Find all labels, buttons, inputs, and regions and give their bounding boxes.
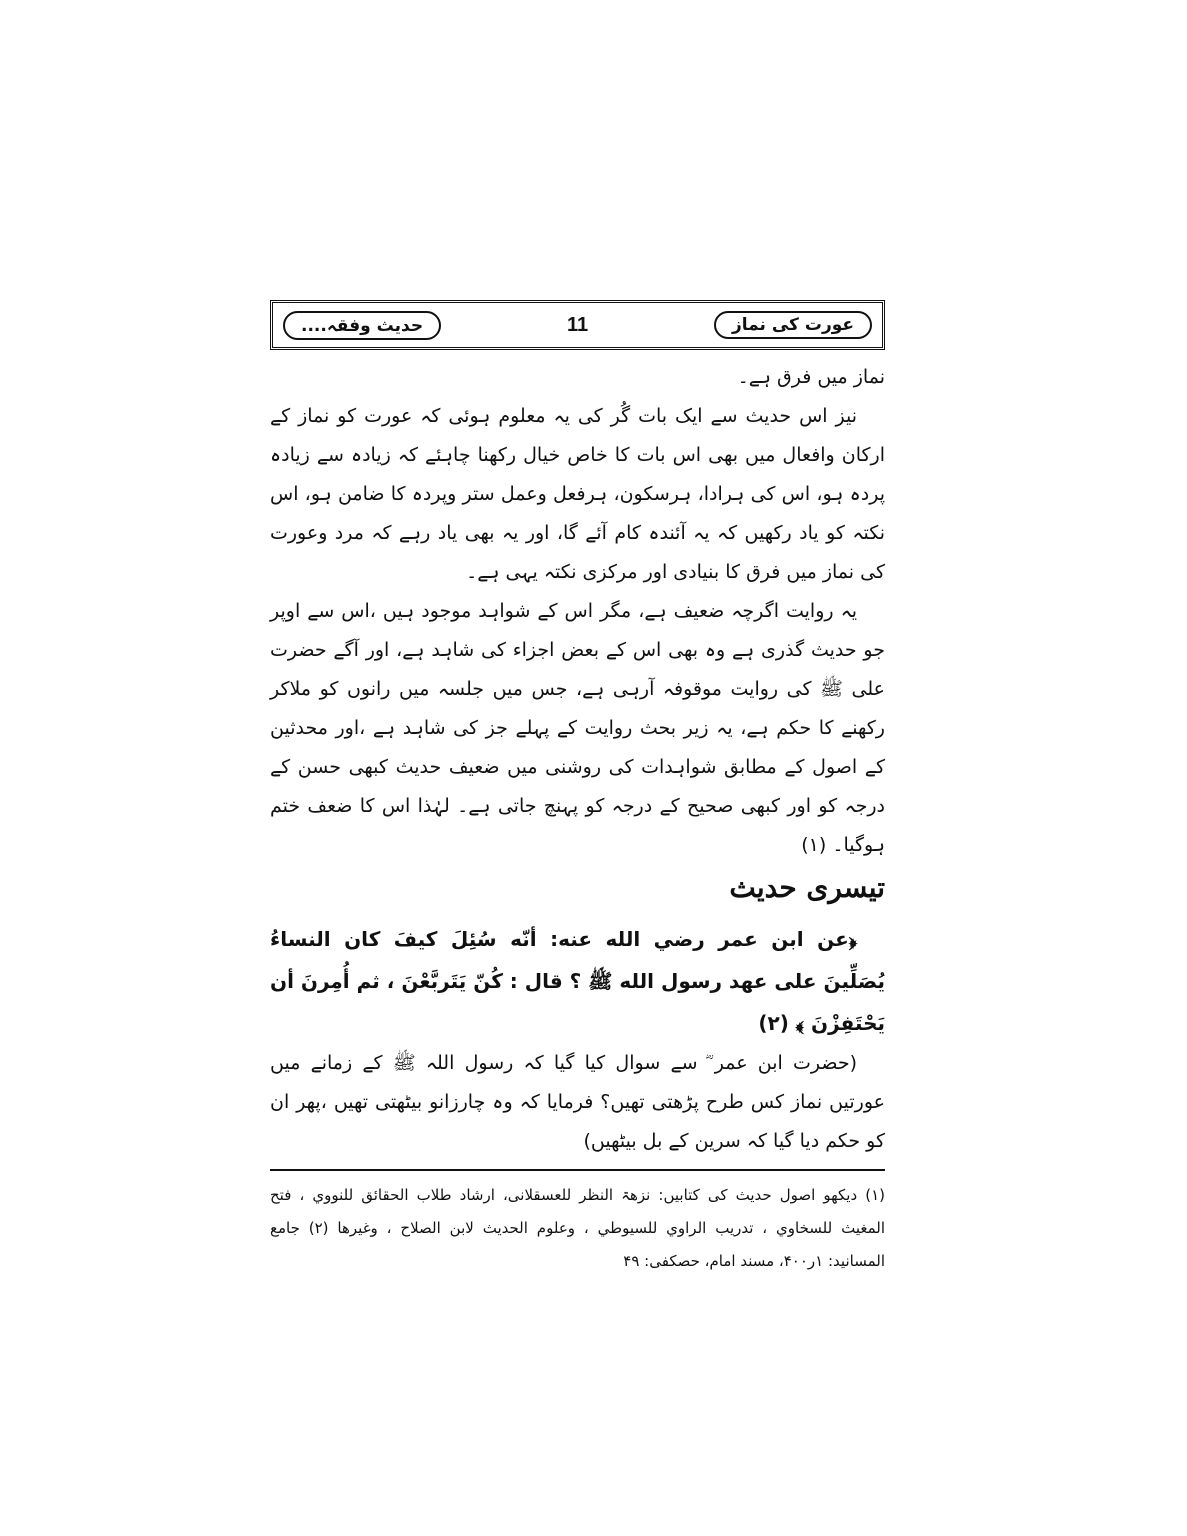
urdu-translation: (حضرت ابن عمر ؓ سے سوال کیا گیا کہ رسول اللہ ﷺ کے زمانے میں عورتیں نماز کس طرح پڑھتی تھیں؟ فرمایا کہ وہ چارزانو بیٹھتی تھیں ،پھر ان کو حکم دیا گیا کہ سرین کے بل بیٹھیں) [270,1052,885,1152]
paragraph-2: نیز اس حدیث سے ایک بات گُر کی یہ معلوم ہوئی کہ عورت کو نماز کے ارکان وافعال میں بھی اس بات کا خاص خیال رکھنا چاہئے کہ زیادہ سے زیادہ پردہ ہو، اس کی ہرادا، ہرسکون، ہرفعل وعمل ستر وپردہ کا ضامن ہو، اس نکتہ کو یاد رکھیں کہ یہ آئندہ کام آئے گا، اور یہ بھی یاد رہے کہ مرد وعورت کی نماز میں فرق کا بنیادی اور مرکزی نکتہ یہی ہے۔ [270,405,885,583]
footnote-divider [270,1169,885,1171]
section-heading: تیسری حدیث [729,871,885,904]
header-left-title: حدیث وفقہ.... [283,311,441,340]
book-page [270,300,885,1278]
paragraph-1: نماز میں فرق ہے۔ [737,366,885,388]
page-header [270,300,885,350]
header-right-title: عورت کی نماز [714,311,872,339]
main-text [270,358,885,865]
page-number: 11 [566,313,589,336]
footnotes: (۱) دیکھو اصول حدیث کی کتابیں: نزھۃ النظر للعسقلانی، ارشاد طلاب الحقائق للنووي ، فتح المغیث للسخاوي ، تدریب الراوي للسیوطي ، وعلوم الحدیث لابن الصلاح ، وغیرھا (۲) جامع المسانید: ۱ر۴۰۰، مسند امام، حصکفی: ۴۹ [270,1186,885,1270]
arabic-hadith: ﴿عن ابن عمر رضي الله عنه: أنّه سُئِلَ كيفَ كان النساءُ يُصَلِّينَ على عهد رسول الله ﷺ ؟ قال : كُنّ يَتَربَّعْنَ ، ثم أُمِرنَ أن يَحْتَفِزْنَ ﴾ (۲) [270,927,885,1035]
paragraph-3: یہ روایت اگرچہ ضعیف ہے، مگر اس کے شواہد موجود ہیں ،اس سے اوپر جو حدیث گذری ہے وہ بھی اس کے بعض اجزاء کی شاہد ہے، اور آگے حضرت علی ﷺ کی روایت موقوفہ آرہی ہے، جس میں جلسہ میں رانوں کو ملاکر رکھنے کا حکم ہے، یہ زیر بحث روایت کے پہلے جز کی شاہد ہے ،اور محدثین کے اصول کے مطابق شواہدات کی روشنی میں ضعیف حدیث کبھی حسن کے درجہ کو اور کبھی صحیح کے درجہ کو پہنچ جاتی ہے۔ لہٰذا اس کا ضعف ختم ہوگیا۔ (۱) [270,600,885,856]
